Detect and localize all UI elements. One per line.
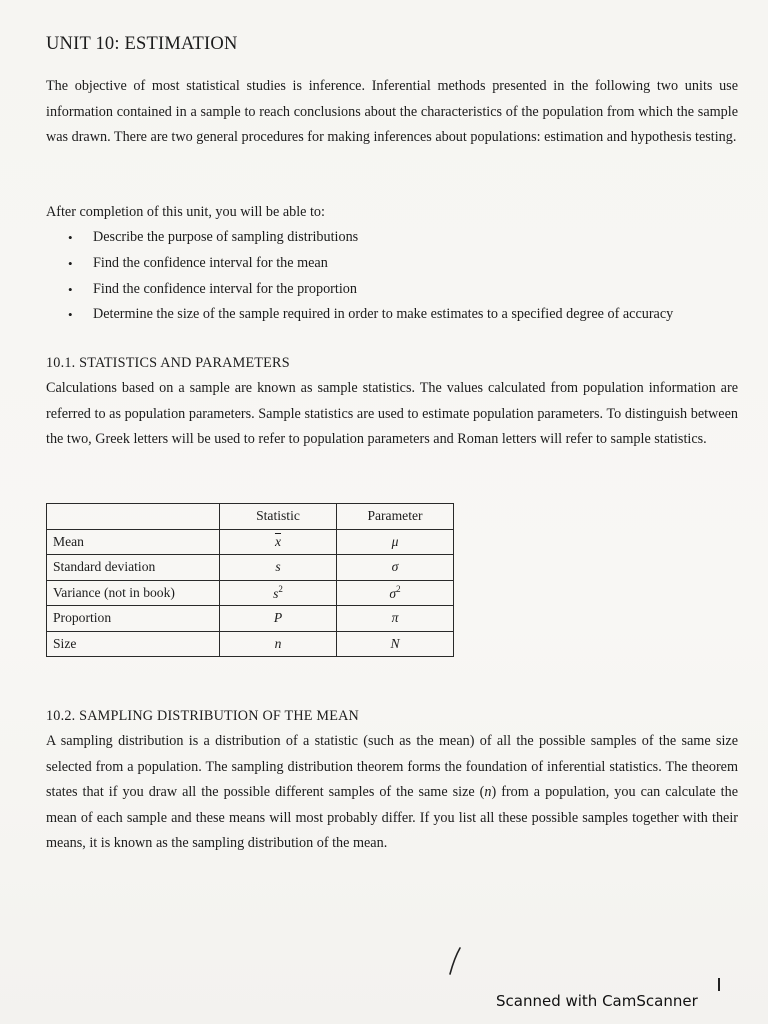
table-header-row xyxy=(47,504,454,530)
paragraph-part: ) from a population, you can calculate the mean of each sample and these means will most probably differ. If you list all these possible samples together with their means, it is known as the sampling distribution of the mean. xyxy=(46,784,738,851)
objective-item xyxy=(68,302,673,328)
unit-title: UNIT 10: ESTIMATION xyxy=(46,34,238,54)
objectives-lead: After completion of this unit, you will be able to: xyxy=(46,204,325,220)
statistic-symbol: s xyxy=(220,555,337,581)
parameter-exponent: 2 xyxy=(396,583,401,594)
statistic-base: s xyxy=(273,585,279,601)
scanner-watermark: Scanned with CamScanner xyxy=(496,992,698,1010)
bullet-icon: • xyxy=(68,255,73,271)
table-row xyxy=(47,529,454,555)
objective-item xyxy=(68,277,673,303)
statistic-exponent: 2 xyxy=(278,583,283,594)
objectives-list xyxy=(68,225,673,328)
statistics-parameters-paragraph: Calculations based on a sample are known as sample statistics. The values calculated from population information are referred to as population parameters. Sample statistics are used to estimate population parameters. To distinguish between the two, Greek letters will be used to refer to population parameters and Roman letters will refer to sample statistics. xyxy=(46,380,738,447)
statistic-symbol xyxy=(220,580,337,606)
parameter-symbol: μ xyxy=(337,529,454,555)
table-row xyxy=(47,555,454,581)
sampling-distribution-paragraph xyxy=(46,729,738,857)
statistic-symbol: n xyxy=(220,631,337,657)
section-heading-statistics-parameters: 10.1. STATISTICS AND PARAMETERS xyxy=(46,355,290,371)
intro-paragraph: The objective of most statistical studies is inference. Inferential methods presented in the following two units use information contained in a sample to reach conclusions about the characteristics of the population from which the sample was drawn. There are two general procedures for making inferences about populations: estimation and hypothesis testing. xyxy=(46,78,738,145)
bullet-icon: • xyxy=(68,230,73,245)
bullet-icon: • xyxy=(68,307,73,323)
statistic-symbol xyxy=(220,529,337,555)
bullet-icon: • xyxy=(68,281,73,297)
parameter-symbol: N xyxy=(337,631,454,657)
statistic-parameter-table xyxy=(46,503,454,657)
pen-mark-icon xyxy=(442,945,472,977)
objective-text: Find the confidence interval for the proportion xyxy=(93,280,357,297)
x-bar-symbol: $\overline{x}$ xyxy=(274,533,282,549)
parameter-base: σ xyxy=(389,585,397,601)
row-label: Size xyxy=(47,631,220,657)
table-header-cell xyxy=(47,504,220,530)
row-label: Proportion xyxy=(47,606,220,632)
objective-item xyxy=(68,225,673,251)
objective-text: Determine the size of the sample required in order to make estimates to a specified degree of accuracy xyxy=(93,306,674,323)
objective-text: Find the confidence interval for the mean xyxy=(93,254,328,271)
objective-item xyxy=(68,251,673,277)
row-label: Standard deviation xyxy=(47,555,220,581)
sample-size-symbol: n xyxy=(484,784,492,800)
table-header-cell: Parameter xyxy=(337,504,454,530)
objective-text: Describe the purpose of sampling distributions xyxy=(93,229,359,245)
row-label: Mean xyxy=(47,529,220,555)
table-header-cell: Statistic xyxy=(220,504,337,530)
table-row xyxy=(47,580,454,606)
parameter-symbol: σ xyxy=(337,555,454,581)
scan-tick-mark xyxy=(718,978,720,991)
parameter-symbol: π xyxy=(337,606,454,632)
statistic-symbol: P xyxy=(220,606,337,632)
parameter-symbol xyxy=(337,580,454,606)
table-row xyxy=(47,606,454,632)
row-label: Variance (not in book) xyxy=(47,580,220,606)
table-row xyxy=(47,631,454,657)
section-heading-sampling-distribution: 10.2. SAMPLING DISTRIBUTION OF THE MEAN xyxy=(46,708,359,724)
paragraph-part: A sampling distribution is a distribution of a statistic (such as the mean) of all the possible samples of the same size selected from a population. The sampling distribution theorem forms the foundation of inferential statistics. The theorem states that if you draw all the possible different samples of the same size ( xyxy=(46,733,738,800)
